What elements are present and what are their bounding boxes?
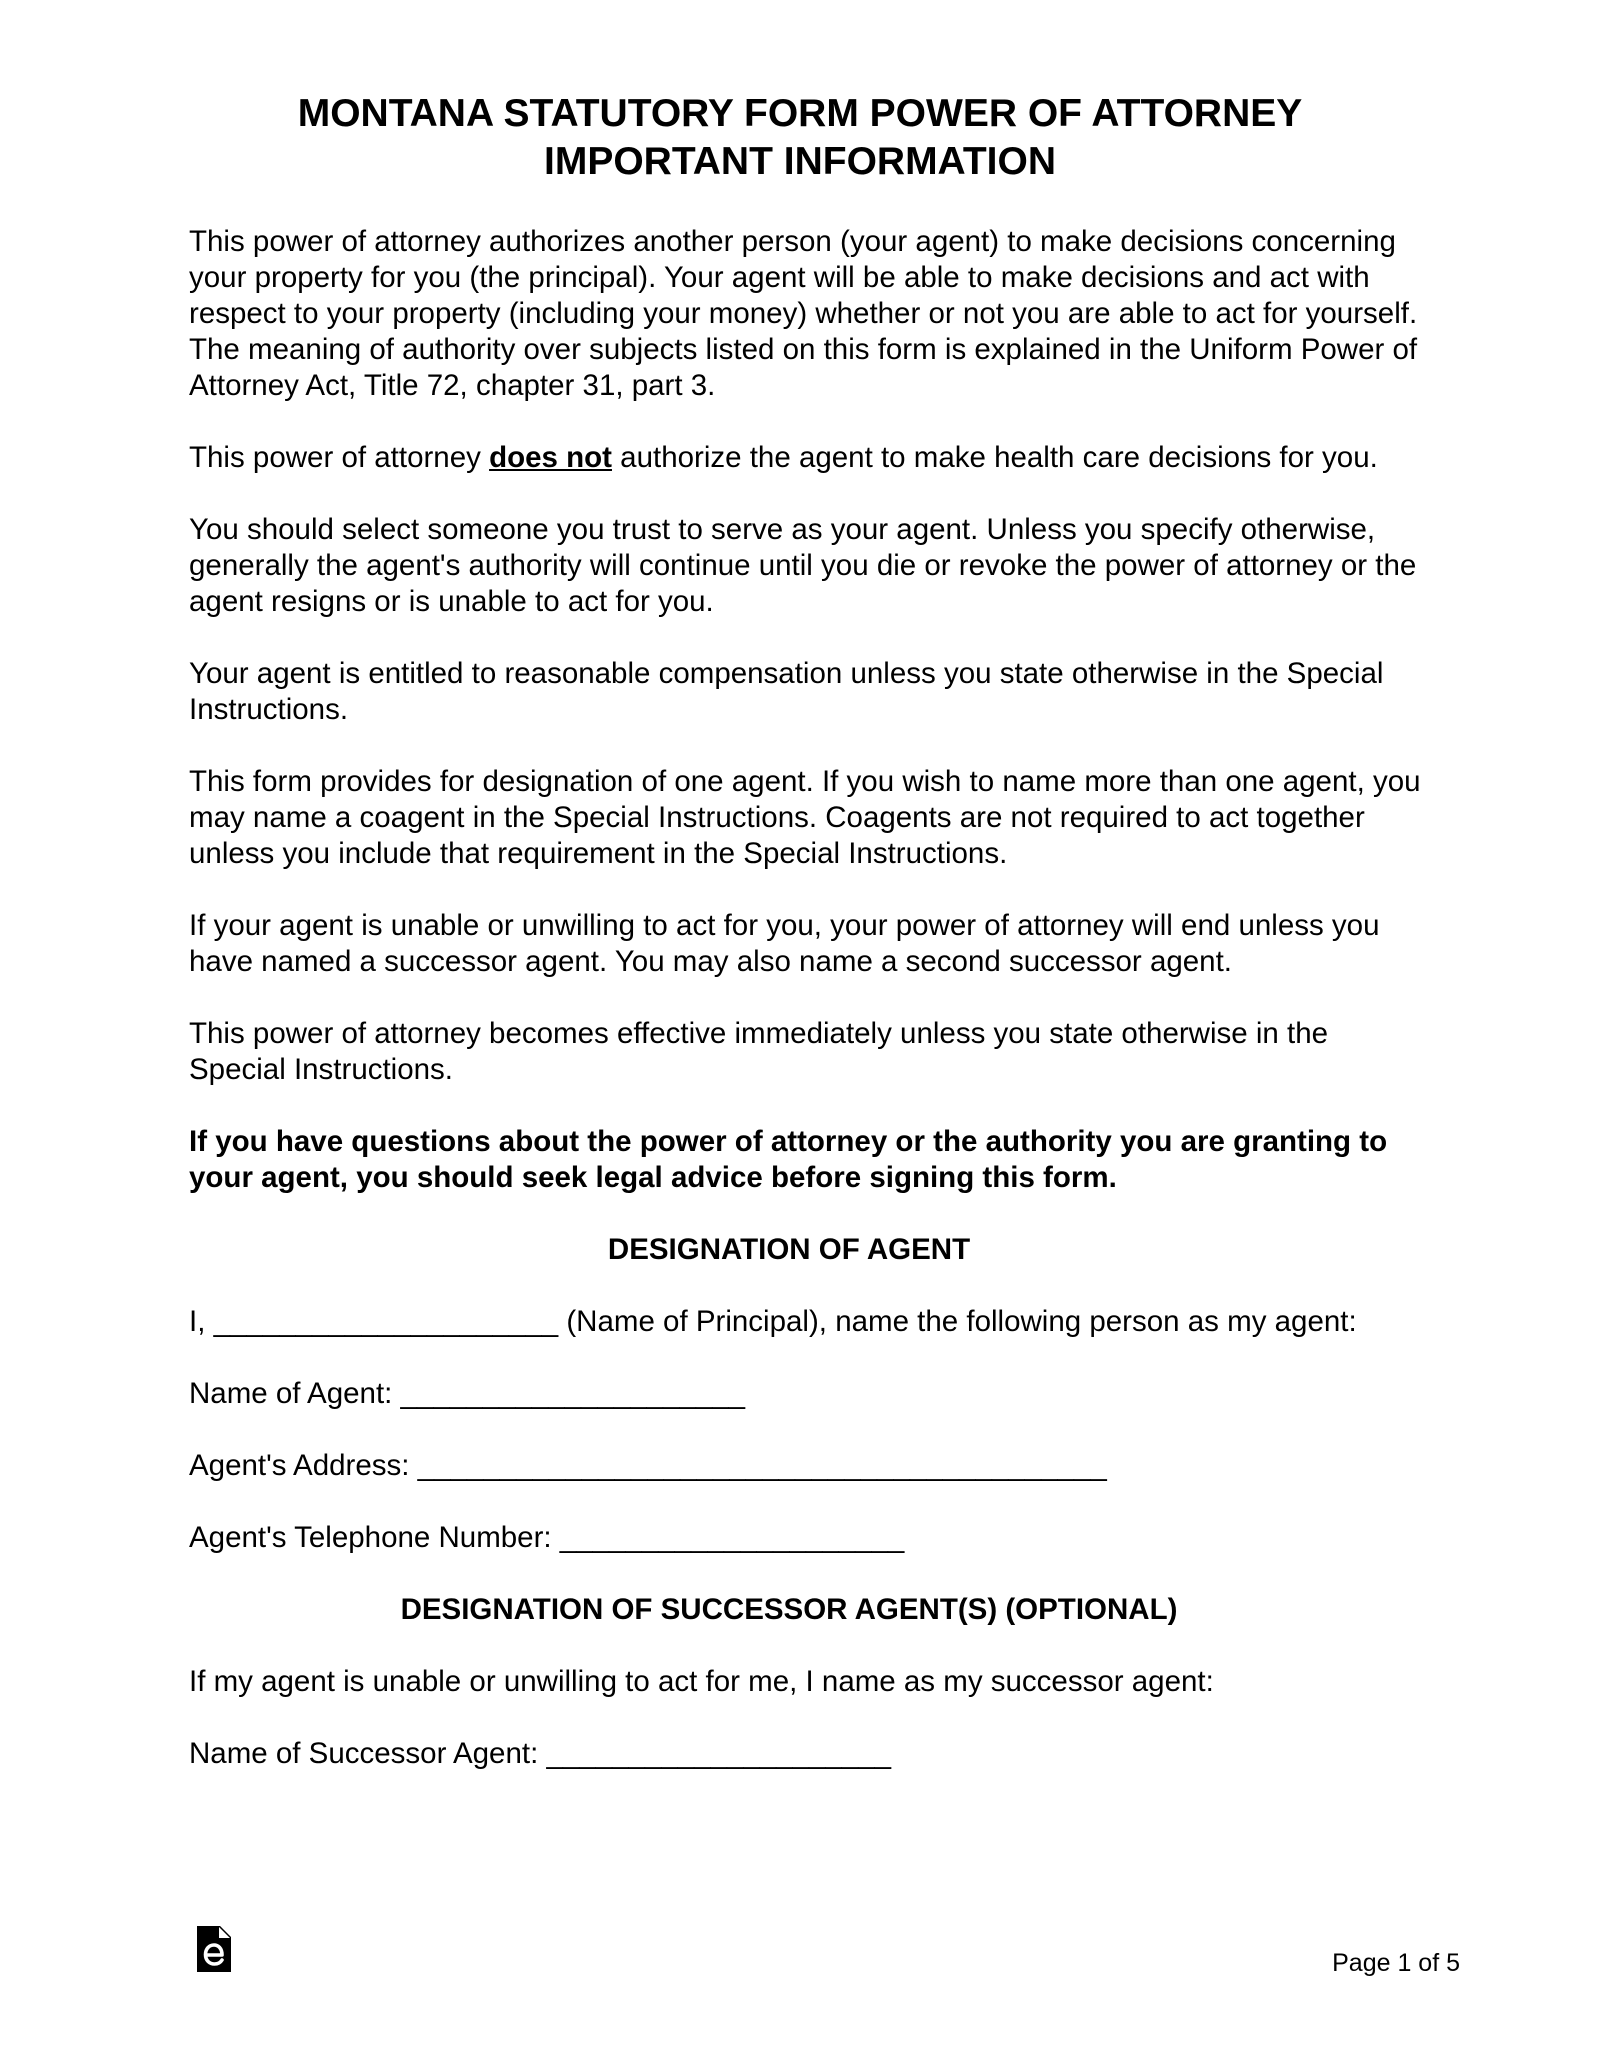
title-line-1: MONTANA STATUTORY FORM POWER OF ATTORNEY	[297, 92, 1303, 135]
document-title	[0, 90, 1600, 186]
document-body	[189, 224, 1429, 1808]
agent-name-line	[189, 1376, 1429, 1412]
successor-name-line	[189, 1736, 1429, 1772]
successor-agent-heading: DESIGNATION OF SUCCESSOR AGENT(S) (OPTIONAL)	[400, 1593, 1178, 1626]
agent-address-field[interactable]: __________________________________________	[417, 1449, 1107, 1482]
eforms-logo-icon	[197, 1926, 231, 1972]
title-line-2: IMPORTANT INFORMATION	[544, 140, 1056, 183]
successor-name-field[interactable]: _____________________	[546, 1737, 892, 1770]
health-care-suffix: authorize the agent to make health care decisions for you.	[611, 441, 1378, 474]
agent-name-field[interactable]: _____________________	[400, 1377, 746, 1410]
paragraph-coagent: This form provides for designation of one agent. If you wish to name more than one agent, you may name a coagent in the Special Instructions. Coagents are not required to act together unless you include that requirement in the Special Instructions.	[189, 765, 1421, 870]
paragraph-authorization: This power of attorney authorizes another person (your agent) to make decisions concerning your property for you (the principal). Your agent will be able to make decisions and act with respect to your property (including your money) whether or not you are able to act for yourself. The meaning of authority over subjects listed on this form is explained in the Uniform Power of Attorney Act, Title 72, chapter 31, part 3.	[189, 225, 1418, 402]
agent-phone-field[interactable]: _____________________	[559, 1521, 905, 1554]
paragraph-health-care	[189, 440, 1429, 476]
agent-address-line	[189, 1448, 1429, 1484]
page-number: Page 1 of 5	[1332, 1949, 1460, 1977]
principal-name-field[interactable]: _____________________	[213, 1305, 559, 1338]
agent-phone-label: Agent's Telephone Number:	[189, 1521, 560, 1554]
successor-intro: If my agent is unable or unwilling to act for me, I name as my successor agent:	[189, 1665, 1214, 1698]
successor-name-label: Name of Successor Agent:	[189, 1737, 547, 1770]
principal-suffix: (Name of Principal), name the following person as my agent:	[558, 1305, 1357, 1338]
does-not-emphasis: does not	[489, 441, 612, 474]
designation-of-agent-heading: DESIGNATION OF AGENT	[607, 1233, 971, 1266]
agent-phone-line	[189, 1520, 1429, 1556]
paragraph-effective: This power of attorney becomes effective immediately unless you state otherwise in the Special Instructions.	[189, 1017, 1329, 1086]
paragraph-compensation: Your agent is entitled to reasonable compensation unless you state otherwise in the Special Instructions.	[189, 657, 1384, 726]
agent-name-label: Name of Agent:	[189, 1377, 401, 1410]
health-care-prefix: This power of attorney	[189, 441, 490, 474]
principal-prefix: I,	[189, 1305, 214, 1338]
principal-line	[189, 1304, 1429, 1340]
paragraph-legal-advice: If you have questions about the power of attorney or the authority you are granting to your agent, you should seek legal advice before signing this form.	[189, 1125, 1388, 1194]
paragraph-select-agent: You should select someone you trust to serve as your agent. Unless you specify otherwise, generally the agent's authority will continue until you die or revoke the power of attorney or the agent resigns or is unable to act for you.	[189, 513, 1417, 618]
paragraph-successor-info: If your agent is unable or unwilling to act for you, your power of attorney will end unless you have named a successor agent. You may also name a second successor agent.	[189, 909, 1380, 978]
agent-address-label: Agent's Address:	[189, 1449, 418, 1482]
